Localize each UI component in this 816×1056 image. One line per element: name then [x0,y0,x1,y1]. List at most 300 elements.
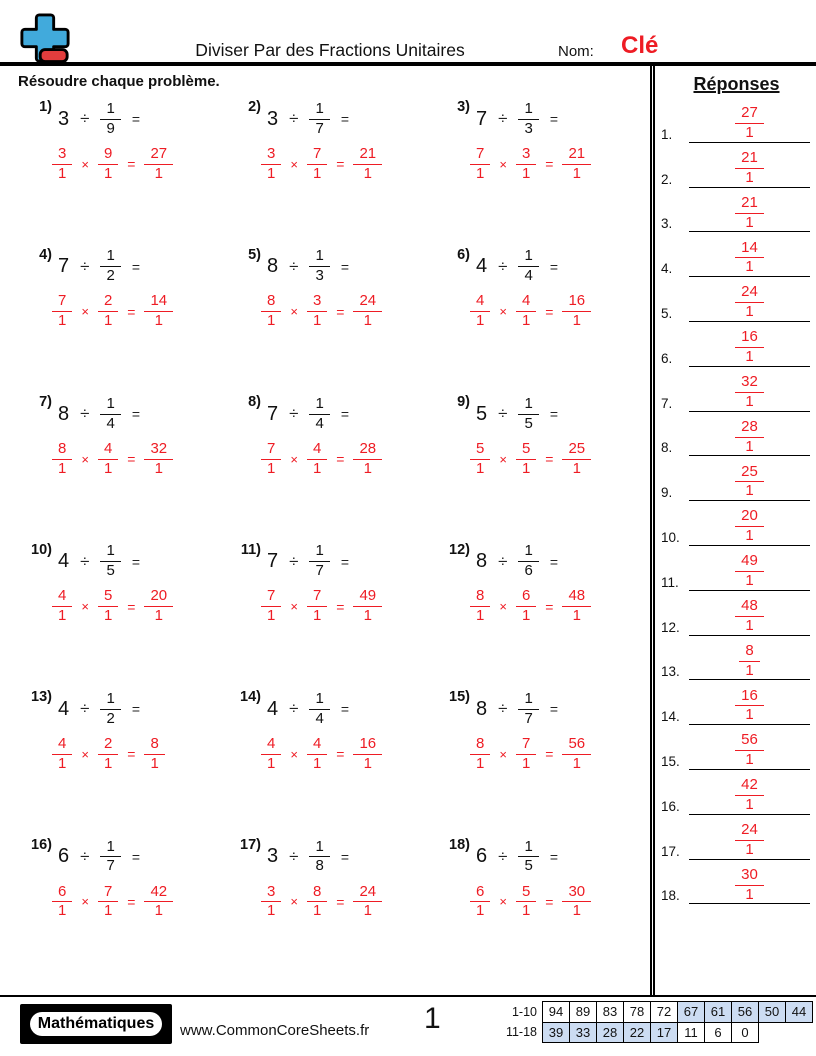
work-fraction-2 [98,884,118,921]
equals-sign: = [131,406,140,423]
work2-denominator: 1 [521,459,531,477]
result-numerator: 21 [562,146,591,165]
answer-numerator: 24 [735,284,764,303]
solution-work [261,734,436,774]
work2-numerator: 3 [307,293,327,312]
score-cell: 17 [651,1022,678,1043]
work1-numerator: 3 [261,884,281,903]
result-denominator: 1 [150,754,159,772]
problem-number: 9) [457,394,470,411]
divisor-fraction [309,543,329,580]
answer-item [661,277,812,322]
work2-numerator: 4 [307,736,327,755]
problem-number: 15) [449,689,470,706]
equals-sign: = [336,598,345,615]
answer-number: 1. [661,126,673,142]
work-fraction-1 [52,588,72,625]
multiply-sign: × [499,746,507,762]
result-denominator: 1 [572,164,581,182]
divisor-fraction [309,248,329,285]
problem-number: 5) [248,246,261,263]
problem-equation [267,97,436,141]
problem-equation [58,97,227,141]
answer-fraction [735,598,764,635]
dividend: 6 [58,845,70,868]
work2-numerator: 3 [516,146,536,165]
result-numerator: 25 [562,441,591,460]
result-numerator: 24 [353,884,382,903]
equals-sign: = [549,111,558,127]
multiply-sign: × [290,451,298,467]
answer-numerator: 16 [735,688,764,707]
work2-numerator: 4 [98,441,118,460]
divide-sign: ÷ [498,256,508,276]
score-row [492,1022,813,1043]
result-fraction [144,736,164,773]
result-denominator: 1 [572,902,581,920]
work1-numerator: 8 [470,736,490,755]
divide-sign: ÷ [80,404,90,424]
problem [18,832,227,980]
answer-item [661,188,812,233]
work2-denominator: 1 [521,164,531,182]
work-fraction-1 [261,588,281,625]
answer-fraction [735,150,764,187]
problem-number: 10) [31,541,52,558]
plus-minus-logo-icon [18,12,72,69]
result-fraction [144,884,173,921]
equals-sign: = [131,111,140,127]
result-fraction [562,146,591,183]
dividend: 4 [58,697,70,720]
divisor-denominator: 8 [315,857,324,875]
problem-number: 11) [240,541,261,558]
multiply-sign: × [499,894,507,910]
equals-sign: = [549,406,558,423]
answer-item [661,501,812,546]
equals-sign: = [545,893,554,910]
dividend: 4 [58,550,70,573]
answer-number: 6. [661,350,673,366]
dividend: 3 [267,845,279,868]
score-cell: 61 [705,1002,732,1023]
answer-item [661,456,812,501]
problem-equation [476,97,645,141]
answer-fraction [735,508,764,545]
multiply-sign: × [290,156,298,172]
divisor-denominator: 3 [524,119,533,137]
work2-denominator: 1 [312,754,322,772]
multiply-sign: × [81,599,89,615]
work1-denominator: 1 [267,164,276,182]
work1-numerator: 7 [261,441,281,460]
divisor-denominator: 7 [524,709,533,727]
work-fraction-1 [470,441,490,478]
equals-sign: = [549,553,558,570]
problem [436,94,645,242]
multiply-sign: × [290,894,298,910]
multiply-sign: × [81,156,89,172]
work-fraction-2 [516,884,536,921]
problem-number: 7) [39,394,52,411]
result-numerator: 21 [353,146,382,165]
result-numerator: 14 [144,293,173,312]
answer-number: 3. [661,216,673,232]
problem-equation [267,835,436,879]
solution-work [52,734,227,774]
answer-blank [689,194,810,233]
work-fraction-1 [52,293,72,330]
score-cell: 72 [651,1002,678,1023]
answer-fraction [735,464,764,501]
result-numerator: 16 [562,293,591,312]
solution-work [470,882,645,922]
problem [227,242,436,390]
divide-sign: ÷ [289,404,299,424]
work2-numerator: 5 [516,884,536,903]
answer-denominator: 1 [745,303,754,321]
problem-equation [58,835,227,879]
result-fraction [353,293,382,330]
problem [436,684,645,832]
dividend: 8 [476,697,488,720]
solution-work [470,144,645,184]
equals-sign: = [336,156,345,172]
divisor-numerator: 1 [309,101,329,120]
work1-denominator: 1 [58,902,67,920]
answer-numerator: 21 [735,195,764,214]
result-fraction [562,441,591,478]
score-range-label: 1-10 [511,1004,537,1019]
result-fraction [353,588,382,625]
score-cell: 50 [759,1002,786,1023]
work-fraction-2 [307,146,327,183]
result-fraction [144,146,173,183]
divisor-fraction [309,101,329,138]
work2-denominator: 1 [312,312,322,330]
divisor-fraction [309,691,329,728]
divisor-denominator: 5 [524,414,533,432]
divisor-fraction [100,839,120,876]
result-fraction [144,293,173,330]
divide-sign: ÷ [80,109,90,128]
answer-blank [689,149,810,188]
solution-work [470,292,645,332]
work1-denominator: 1 [267,902,276,920]
divisor-denominator: 7 [315,119,324,137]
divisor-denominator: 7 [315,562,324,580]
equals-sign: = [340,701,349,718]
equals-sign: = [549,258,558,275]
work2-numerator: 2 [98,293,118,312]
work1-numerator: 6 [52,884,72,903]
answer-number: 8. [661,440,673,456]
solution-work [261,587,436,627]
answer-item [661,636,812,681]
answer-denominator: 1 [745,616,754,634]
divisor-fraction [518,101,538,138]
work2-numerator: 2 [98,736,118,755]
answer-blank [689,687,810,726]
answers-list [661,98,812,904]
answer-blank [689,283,810,322]
result-fraction [144,441,173,478]
answer-blank [689,597,810,636]
problems-grid [18,94,650,980]
work-fraction-1 [470,146,490,183]
score-range-label: 11-18 [505,1025,537,1040]
work2-denominator: 1 [103,754,113,772]
work2-denominator: 1 [312,164,322,182]
score-cell: 56 [732,1002,759,1023]
divide-sign: ÷ [498,551,508,571]
result-numerator: 16 [353,736,382,755]
equals-sign: = [127,746,136,763]
dividend: 7 [58,255,70,278]
work1-numerator: 4 [52,736,72,755]
problem-equation [476,540,645,584]
work2-numerator: 4 [307,441,327,460]
dividend: 8 [476,550,488,573]
result-numerator: 49 [353,588,382,607]
work1-numerator: 7 [261,588,281,607]
divide-sign: ÷ [289,109,299,128]
answer-numerator: 32 [735,374,764,393]
work-fraction-1 [470,293,490,330]
result-denominator: 1 [363,459,372,477]
score-cell: 33 [570,1022,597,1043]
work-fraction-2 [307,884,327,921]
divide-sign: ÷ [498,846,508,866]
answer-item [661,367,812,412]
multiply-sign: × [81,451,89,467]
answer-denominator: 1 [745,840,754,858]
divisor-fraction [518,691,538,728]
equals-sign: = [340,553,349,570]
equals-sign: = [545,156,554,172]
problem [18,242,227,390]
answer-blank [689,328,810,367]
answer-fraction [735,374,764,411]
equals-sign: = [336,893,345,910]
work-fraction-2 [307,736,327,773]
answer-item [661,143,812,188]
problem [18,94,227,242]
score-cell: 89 [570,1002,597,1023]
divisor-numerator: 1 [518,691,538,710]
answer-number: 14. [661,709,680,725]
solution-work [52,882,227,922]
work1-denominator: 1 [476,459,485,477]
equals-sign: = [336,451,345,468]
result-fraction [562,588,591,625]
answer-number: 5. [661,305,673,321]
answer-fraction [735,553,764,590]
work2-denominator: 1 [521,754,531,772]
score-table [492,1001,813,1043]
solution-work [470,439,645,479]
work1-numerator: 3 [261,146,281,165]
equals-sign: = [131,553,140,570]
answer-fraction [735,688,764,725]
answer-fraction [735,240,764,277]
work1-denominator: 1 [58,312,67,330]
answer-denominator: 1 [745,347,754,365]
divisor-fraction [518,543,538,580]
divide-sign: ÷ [498,109,508,128]
work-fraction-2 [307,441,327,478]
brand-box [20,1004,172,1044]
multiply-sign: × [499,156,507,172]
problem-number: 12) [449,541,470,558]
result-numerator: 56 [562,736,591,755]
answer-number: 4. [661,261,673,277]
work-fraction-1 [470,884,490,921]
work2-numerator: 5 [98,588,118,607]
result-denominator: 1 [363,902,372,920]
dividend: 3 [267,107,279,130]
divisor-numerator: 1 [309,396,329,415]
problem-number: 4) [39,246,52,263]
answer-blank [689,373,810,412]
multiply-sign: × [499,451,507,467]
work2-numerator: 7 [307,588,327,607]
divisor-denominator: 4 [315,709,324,727]
work1-denominator: 1 [476,312,485,330]
work1-numerator: 4 [470,293,490,312]
answer-denominator: 1 [745,751,754,769]
work2-denominator: 1 [103,902,113,920]
work-fraction-2 [516,736,536,773]
divisor-numerator: 1 [100,396,120,415]
equals-sign: = [545,598,554,615]
work-fraction-2 [516,441,536,478]
divisor-numerator: 1 [518,101,538,120]
result-denominator: 1 [154,312,163,330]
divisor-numerator: 1 [309,543,329,562]
divisor-denominator: 5 [524,857,533,875]
answer-number: 13. [661,664,680,680]
answer-item [661,815,812,860]
problem-equation [476,835,645,879]
dividend: 4 [267,697,279,720]
work-fraction-2 [307,588,327,625]
problems-area [0,66,650,995]
divisor-denominator: 4 [524,267,533,285]
result-numerator: 24 [353,293,382,312]
answer-fraction [735,195,764,232]
result-fraction [562,736,591,773]
answer-blank [689,104,810,143]
answer-item [661,725,812,770]
work2-numerator: 6 [516,588,536,607]
answer-denominator: 1 [745,392,754,410]
divisor-fraction [518,839,538,876]
problem-equation [476,392,645,436]
answer-numerator: 16 [735,329,764,348]
solution-work [261,144,436,184]
work2-numerator: 9 [98,146,118,165]
score-cell: 28 [597,1022,624,1043]
answer-item [661,322,812,367]
divide-sign: ÷ [80,551,90,571]
result-fraction [353,736,382,773]
answer-number: 17. [661,843,680,859]
problem-number: 1) [39,99,52,115]
answer-number: 15. [661,753,680,769]
work2-numerator: 7 [98,884,118,903]
result-denominator: 1 [363,607,372,625]
dividend: 6 [476,845,488,868]
divisor-numerator: 1 [309,248,329,267]
work-fraction-1 [261,146,281,183]
work-fraction-2 [516,293,536,330]
problem [18,684,227,832]
work1-numerator: 8 [261,293,281,312]
answer-blank [689,552,810,591]
instructions-text: Résoudre chaque problème. [18,73,220,90]
answer-denominator: 1 [745,168,754,186]
answer-denominator: 1 [745,482,754,500]
problem [227,537,436,685]
problem-number: 14) [240,689,261,706]
work2-denominator: 1 [521,312,531,330]
result-denominator: 1 [154,902,163,920]
answer-fraction [735,867,764,904]
work2-denominator: 1 [103,164,113,182]
equals-sign: = [127,598,136,615]
problem [227,832,436,980]
result-denominator: 1 [154,164,163,182]
multiply-sign: × [499,304,507,320]
answer-denominator: 1 [745,527,754,545]
work1-numerator: 6 [470,884,490,903]
result-numerator: 42 [144,884,173,903]
divisor-numerator: 1 [100,248,120,267]
brand-logo: Mathématiques [30,1012,162,1036]
problem [436,242,645,390]
divide-sign: ÷ [498,404,508,424]
divisor-denominator: 7 [106,857,115,875]
work-fraction-2 [98,441,118,478]
answer-number: 10. [661,529,680,545]
answer-numerator: 8 [739,643,759,662]
answer-denominator: 1 [745,661,754,679]
multiply-sign: × [290,599,298,615]
equals-sign: = [545,746,554,763]
dividend: 7 [267,402,279,425]
divisor-fraction [100,101,120,138]
answer-denominator: 1 [745,885,754,903]
divisor-fraction [309,396,329,433]
problem-number: 6) [457,246,470,263]
equals-sign: = [127,156,136,172]
score-cell: 67 [678,1002,705,1023]
work1-numerator: 5 [470,441,490,460]
answer-blank [689,776,810,815]
score-cell: 39 [543,1022,570,1043]
divisor-fraction [100,691,120,728]
work1-denominator: 1 [267,312,276,330]
solution-work [470,587,645,627]
divisor-numerator: 1 [100,839,120,858]
answer-item [661,546,812,591]
problem [436,389,645,537]
solution-work [261,439,436,479]
result-fraction [353,441,382,478]
divide-sign: ÷ [289,846,299,866]
solution-work [52,292,227,332]
